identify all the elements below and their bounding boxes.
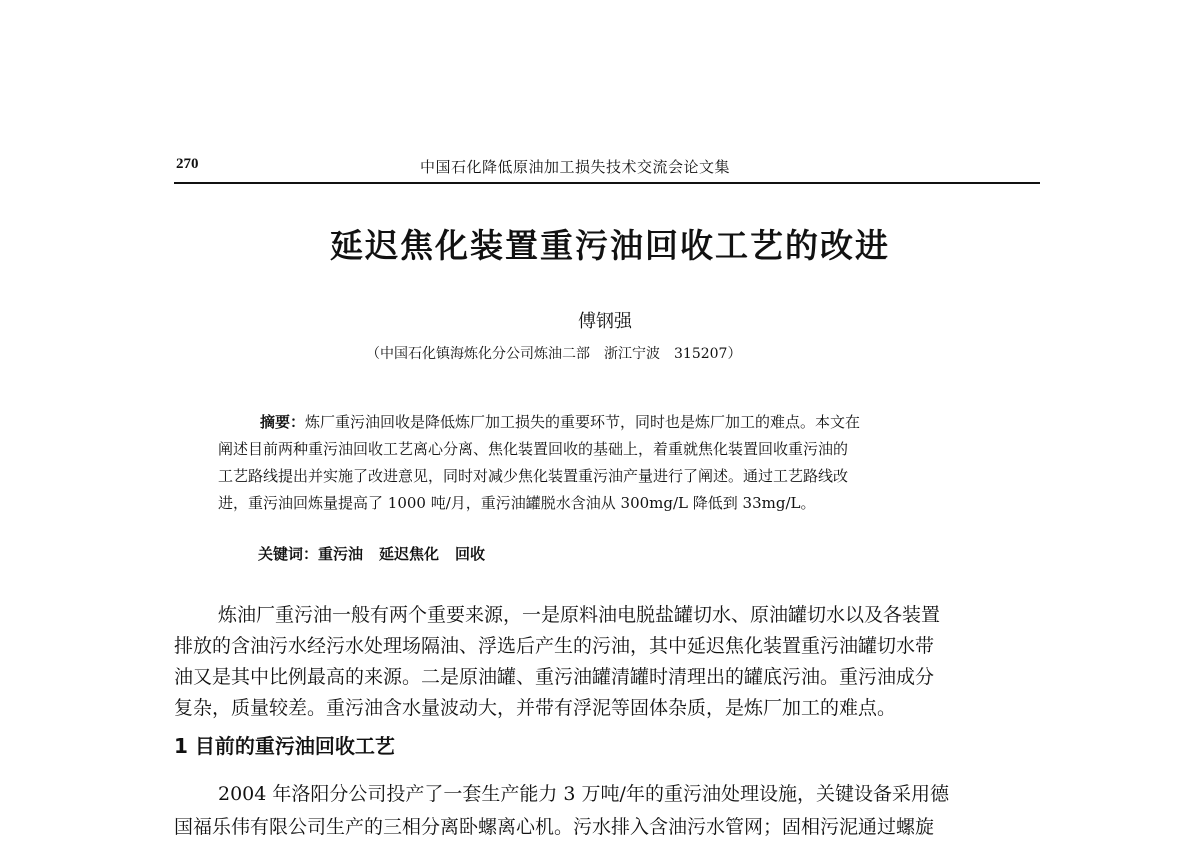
keyword-item: 重污油 <box>318 545 364 563</box>
author-affiliation: （中国石化镇海炼化分公司炼油二部 浙江宁波 315207） <box>366 346 742 362</box>
abstract-block <box>218 409 1018 517</box>
body-line: 炼油厂重污油一般有两个重要来源，一是原料油电脱盐罐切水、原油罐切水以及各装置 <box>218 604 941 626</box>
body-line: 2004 年洛阳分公司投产了一套生产能力 3 万吨/年的重污油处理设施，关键设备采用德 <box>218 783 949 805</box>
abstract-line <box>218 409 1018 436</box>
keyword-item: 回收 <box>455 545 486 563</box>
abstract-line: 阐述目前两种重污油回收工艺离心分离、焦化装置回收的基础上，着重就焦化装置回收重污油的 <box>218 440 849 458</box>
keyword-item: 延迟焦化 <box>379 545 440 563</box>
paper-title: 延迟焦化装置重污油回收工艺的改进 <box>330 226 890 265</box>
body-line: 复杂，质量较差。重污油含水量波动大，并带有浮泥等固体杂质，是炼厂加工的难点。 <box>174 697 897 719</box>
abstract-text: 炼厂重污油回收是降低炼厂加工损失的重要环节，同时也是炼厂加工的难点。本文在 <box>305 413 861 431</box>
abstract-line: 工艺路线提出并实施了改进意见，同时对减少焦化装置重污油产量进行了阐述。通过工艺路线改 <box>218 467 849 485</box>
body-line: 排放的含油污水经污水处理场隔油、浮选后产生的污油，其中延迟焦化装置重污油罐切水带 <box>174 635 935 657</box>
body-line: 油又是其中比例最高的来源。二是原油罐、重污油罐清罐时清理出的罐底污油。重污油成分 <box>174 666 935 688</box>
section-heading: 1 目前的重污油回收工艺 <box>174 734 395 758</box>
author-name: 傅钢强 <box>578 311 632 332</box>
keywords-label: 关键词： <box>258 545 319 563</box>
body-line: 国福乐伟有限公司生产的三相分离卧螺离心机。污水排入含油污水管网；固相污泥通过螺旋 <box>174 816 935 838</box>
abstract-label: 摘要： <box>260 413 306 431</box>
running-header: 中国石化降低原油加工损失技术交流会论文集 <box>420 158 731 176</box>
intro-paragraph <box>174 600 1044 724</box>
keywords-block <box>258 543 501 564</box>
section-paragraph <box>174 778 1044 844</box>
abstract-line: 进，重污油回炼量提高了 1000 吨/月，重污油罐脱水含油从 300mg/L 降低到 33mg/L。 <box>218 494 816 512</box>
header-rule <box>174 182 1040 184</box>
page-number: 270 <box>176 156 199 172</box>
